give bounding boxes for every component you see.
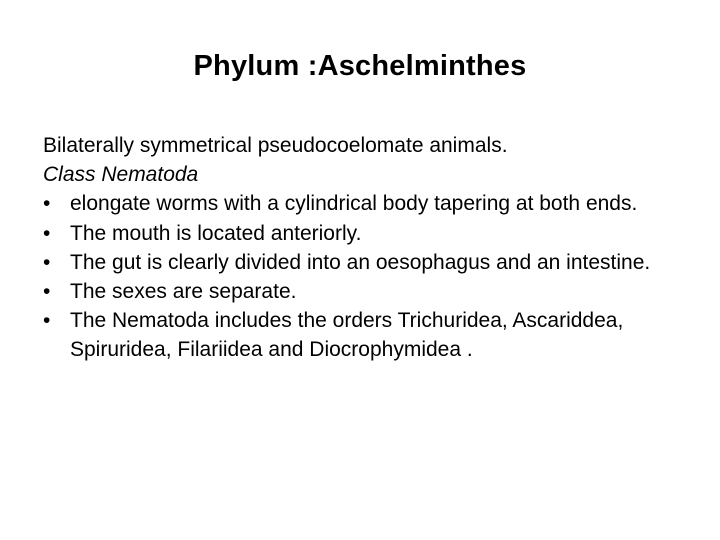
bullet-item (43, 189, 693, 218)
bullet-text: elongate worms with a cylindrical body tapering at both ends. (70, 192, 638, 216)
class-heading: Class Nematoda (43, 163, 199, 187)
bullet-item (43, 219, 693, 248)
bullet-text: The mouth is located anteriorly. (70, 221, 362, 245)
bullet-text: The Nematoda includes the orders Trichuridea, Ascariddea, Spiruridea, Filariidea and Diocrophymidea . (70, 309, 624, 362)
bullet-glyph: • (43, 250, 51, 274)
bullet-glyph: • (43, 221, 51, 245)
slide-body (43, 131, 693, 365)
bullet-text: The gut is clearly divided into an oesophagus and an intestine. (70, 250, 651, 274)
bullet-list (43, 189, 693, 364)
bullet-text: The sexes are separate. (70, 280, 297, 304)
bullet-glyph: • (43, 192, 51, 216)
bullet-glyph: • (43, 280, 51, 304)
bullet-item (43, 277, 693, 306)
bullet-item (43, 248, 693, 277)
intro-text: Bilaterally symmetrical pseudocoelomate animals. (43, 134, 508, 157)
slide-title: Phylum :Aschelminthes (193, 50, 527, 82)
bullet-glyph: • (43, 309, 51, 333)
bullet-item (43, 306, 693, 364)
